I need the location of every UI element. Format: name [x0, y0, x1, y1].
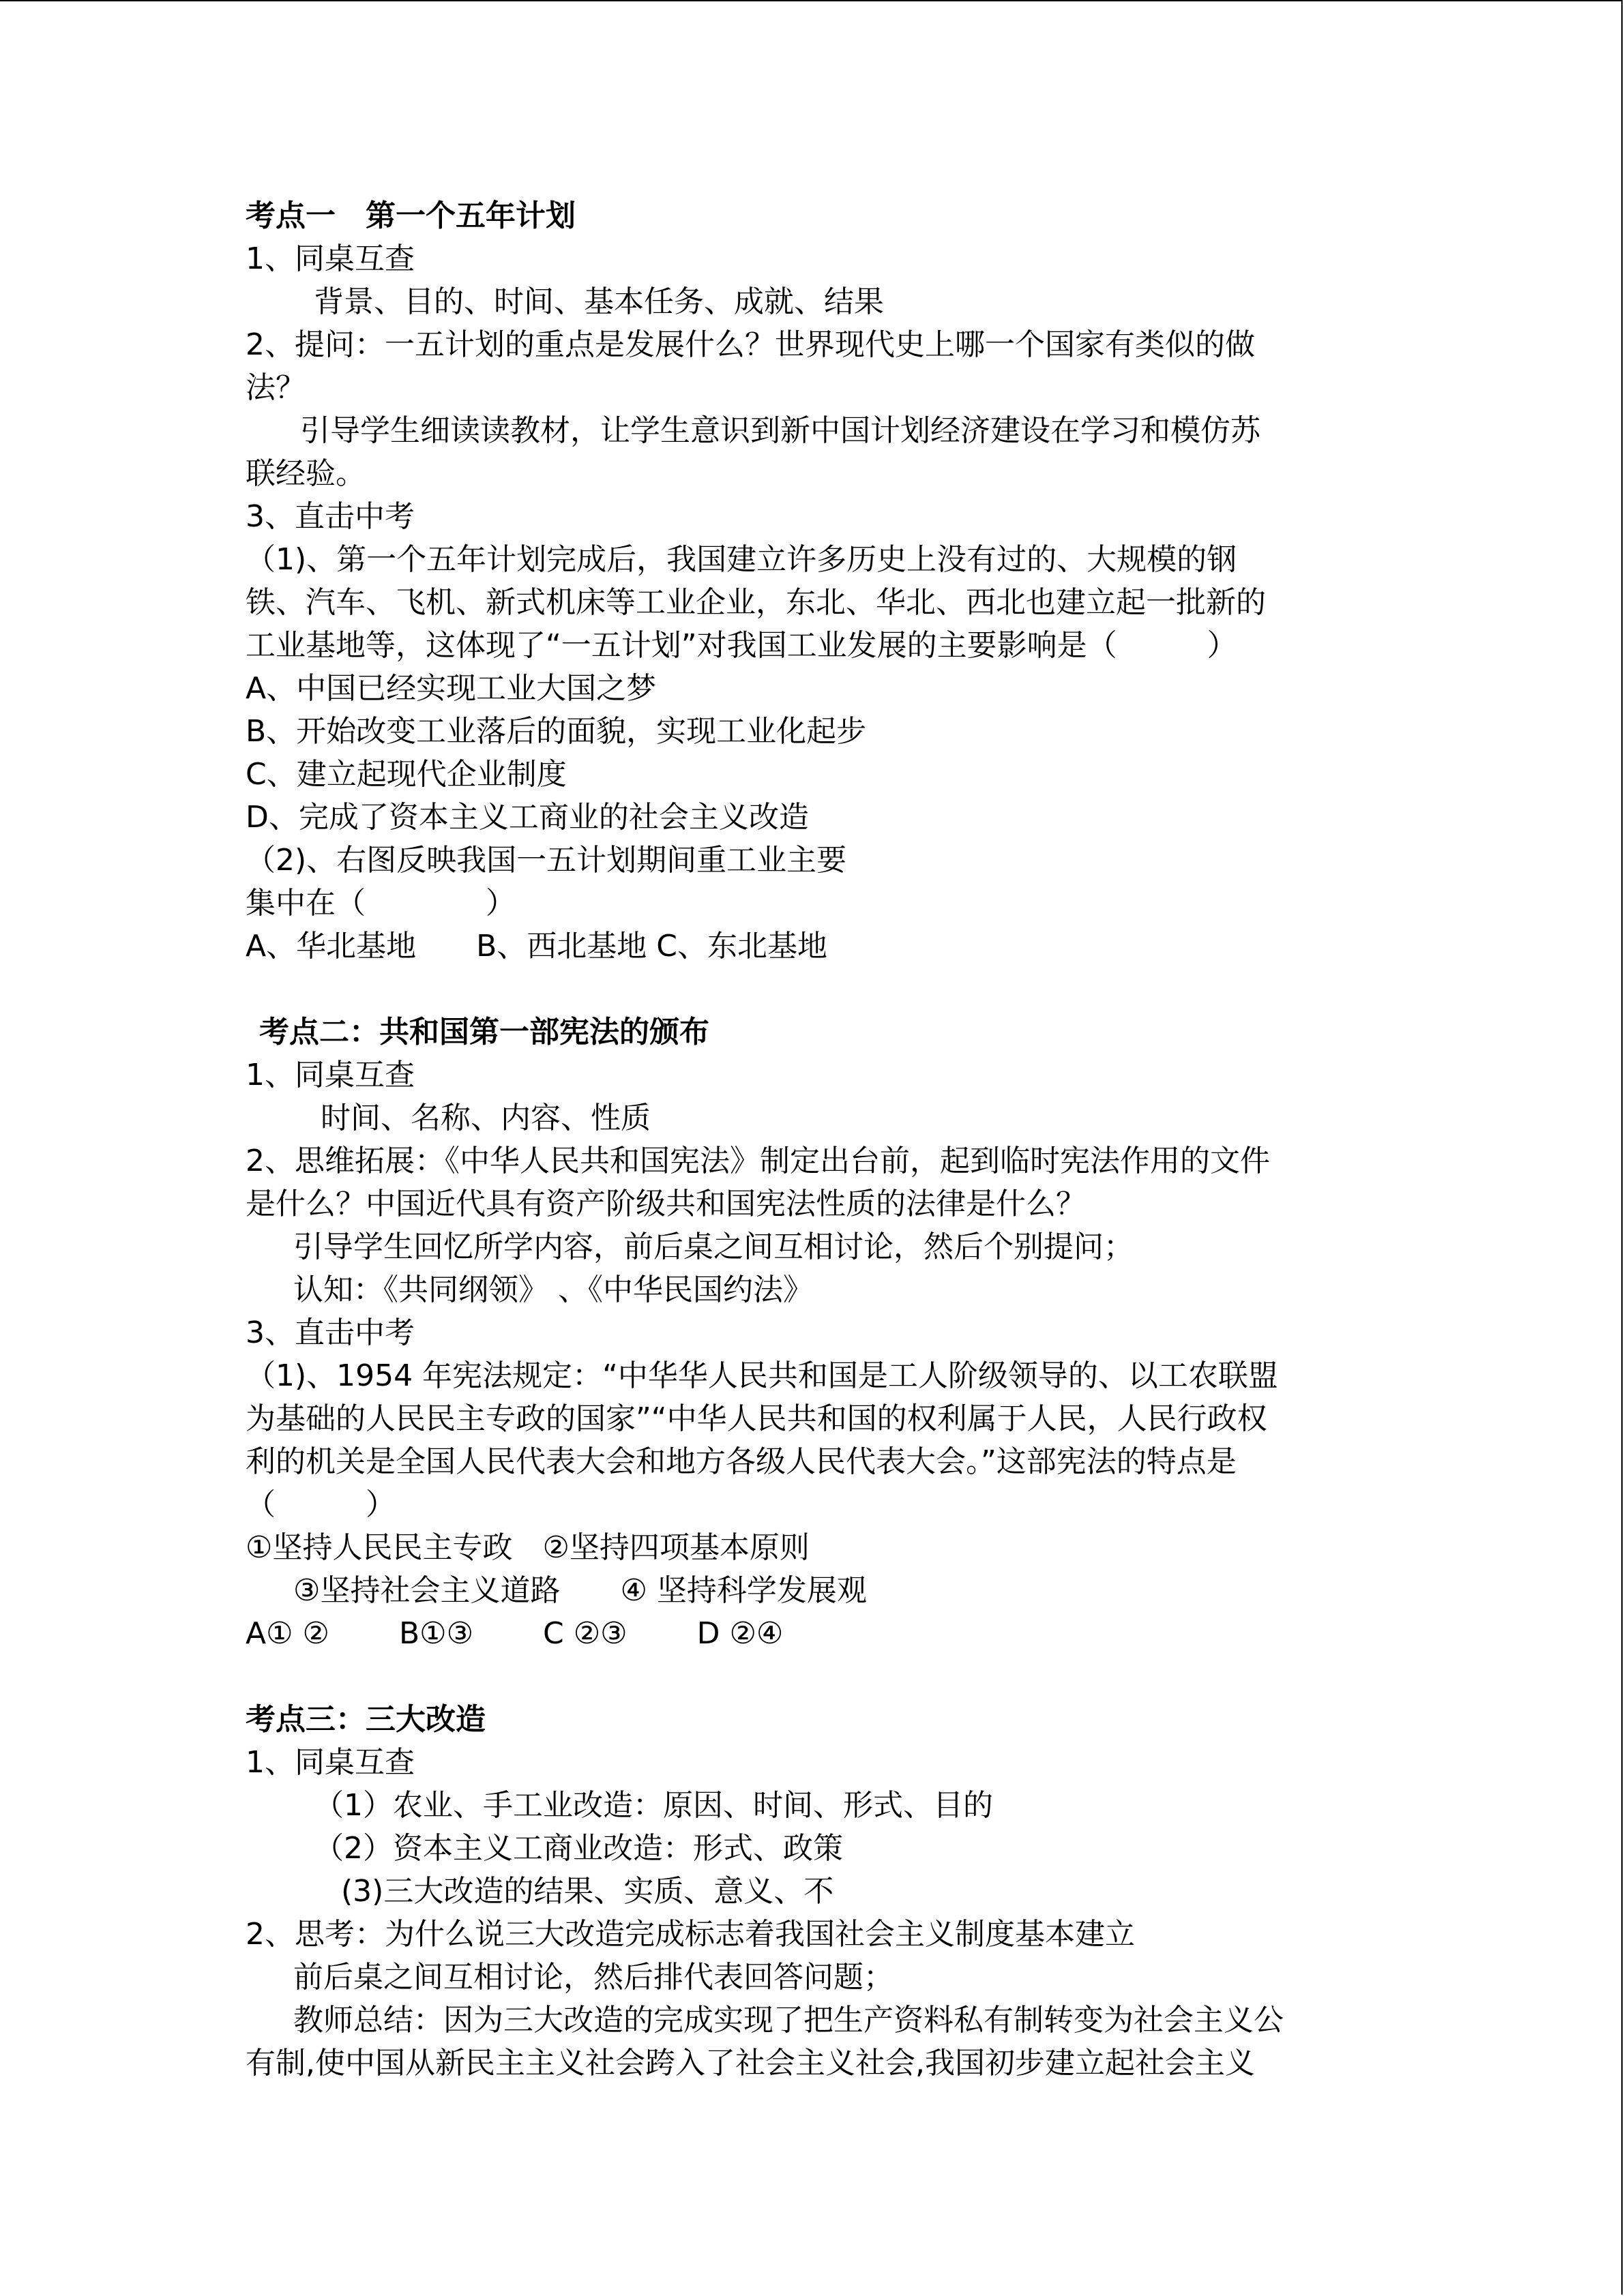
text-line: 为基础的人民民主专政的国家”“中华人民共和国的权利属于人民，人民行政权: [246, 1401, 1267, 1436]
text-line: 背景、目的、时间、基本任务、成就、结果: [314, 284, 884, 319]
text-line: 前后桌之间互相讨论，然后排代表回答问题；: [293, 1960, 894, 1995]
text-line: 有制,使中国从新民主主义社会跨入了社会主义社会,我国初步建立起社会主义: [246, 2046, 1255, 2081]
text-line: 工业基地等，这体现了“一五计划”对我国工业发展的主要影响是（ ）: [246, 628, 1237, 663]
text-line: 引导学生回忆所学内容，前后桌之间互相讨论，然后个别提问；: [293, 1229, 1134, 1264]
text-line: （1)、第一个五年计划完成后，我国建立许多历史上没有过的、大规模的钢: [246, 542, 1237, 577]
answer-option: A、华北基地 B、西北基地 C、东北基地: [246, 929, 827, 964]
text-line: 3、直击中考: [246, 499, 415, 534]
text-line: 2、提问：一五计划的重点是发展什么？世界现代史上哪一个国家有类似的做: [246, 327, 1255, 362]
text-line: （2)、右图反映我国一五计划期间重工业主要: [246, 843, 847, 878]
text-line: 3、直击中考: [246, 1315, 415, 1350]
answer-option: ③坚持社会主义道路 ④ 坚持科学发展观: [293, 1573, 867, 1608]
text-line: 1、同桌互查: [246, 241, 415, 276]
text-line: 法？: [246, 370, 306, 405]
text-line: 2、思考：为什么说三大改造完成标志着我国社会主义制度基本建立: [246, 1917, 1135, 1952]
text-line: 是什么？中国近代具有资产阶级共和国宪法性质的法律是什么？: [246, 1187, 1086, 1221]
text-line: 教师总结：因为三大改造的完成实现了把生产资料私有制转变为社会主义公: [293, 2003, 1284, 2038]
text-line: 1、同桌互查: [246, 1745, 415, 1780]
answer-option: B、开始改变工业落后的面貌，实现工业化起步: [246, 714, 867, 749]
text-line: （2）资本主义工商业改造：形式、政策: [314, 1831, 843, 1866]
answer-option: A、中国已经实现工业大国之梦: [246, 671, 657, 706]
answer-option: ①坚持人民民主专政 ②坚持四项基本原则: [246, 1530, 810, 1565]
answer-option: D、完成了资本主义工商业的社会主义改造: [246, 800, 809, 835]
text-line: 认知：《共同纲领》 、《中华民国约法》: [293, 1272, 813, 1307]
text-line: 联经验。: [246, 456, 366, 491]
section-title: 考点三：三大改造: [246, 1702, 486, 1737]
text-line: （ ）: [246, 1487, 396, 1522]
text-line: 引导学生细读读教材，让学生意识到新中国计划经济建设在学习和模仿苏: [300, 413, 1260, 448]
text-line: 集中在（ ）: [246, 886, 516, 921]
text-line: 铁、汽车、飞机、新式机床等工业企业，东北、华北、西北也建立起一批新的: [246, 585, 1266, 620]
text-line: 2、思维拓展：《中华人民共和国宪法》制定出台前，起到临时宪法作用的文件: [246, 1144, 1270, 1178]
section-title: 考点二：共和国第一部宪法的颁布: [259, 1015, 709, 1049]
answer-option: C、建立起现代企业制度: [246, 757, 567, 792]
text-line: 利的机关是全国人民代表大会和地方各级人民代表大会。”这部宪法的特点是: [246, 1444, 1237, 1479]
text-line: 1、同桌互查: [246, 1058, 415, 1092]
document-body: [246, 194, 1378, 2085]
text-line: 时间、名称、内容、性质: [321, 1101, 651, 1135]
section-title: 考点一 第一个五年计划: [246, 198, 576, 233]
text-line: （1)、1954 年宪法规定：“中华华人民共和国是工人阶级领导的、以工农联盟: [246, 1358, 1278, 1393]
answer-option: A① ② B①③ C ②③ D ②④: [246, 1616, 784, 1651]
text-line: (3)三大改造的结果、实质、意义、不: [341, 1874, 834, 1909]
text-line: （1）农业、手工业改造：原因、时间、形式、目的: [314, 1788, 993, 1823]
